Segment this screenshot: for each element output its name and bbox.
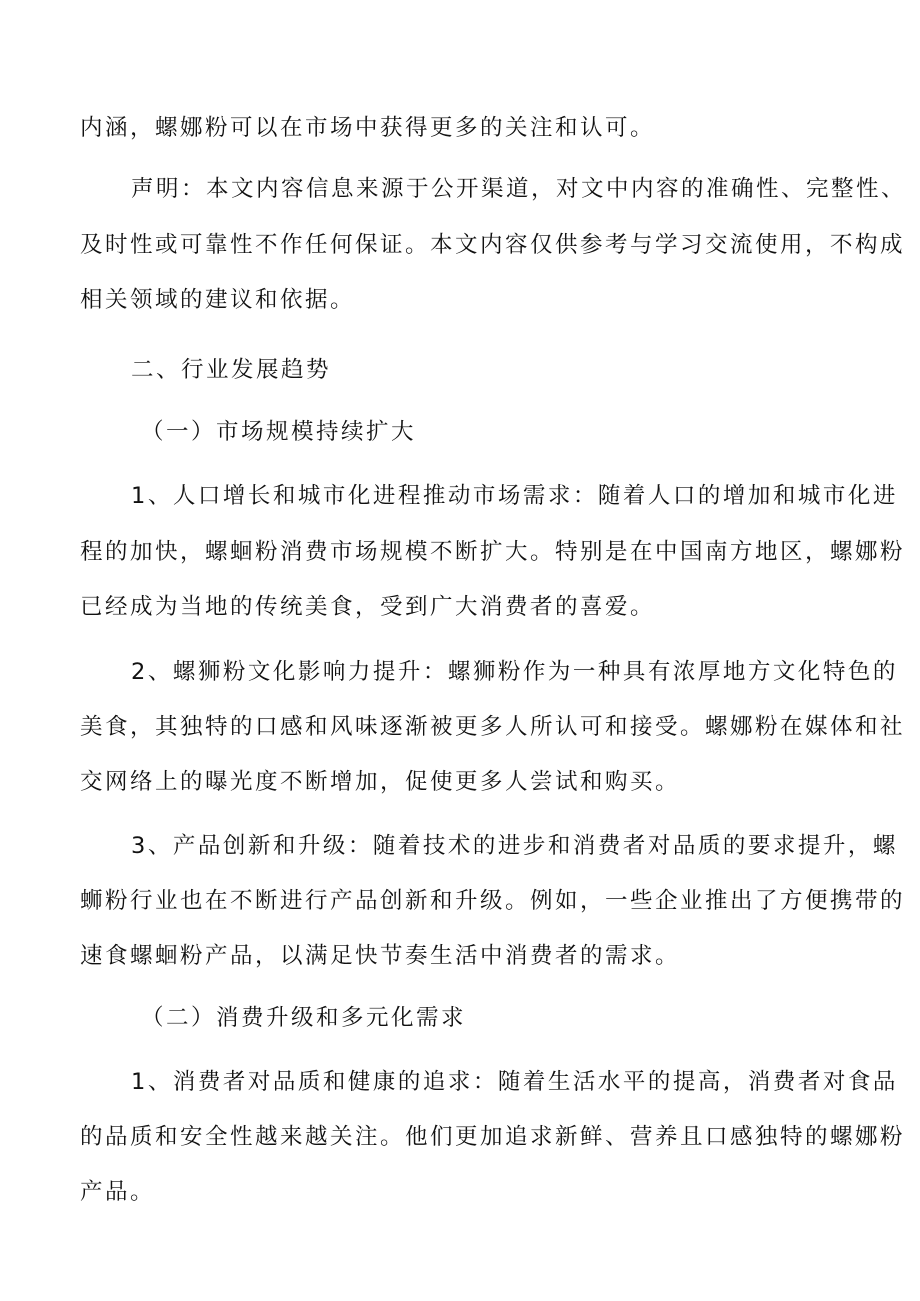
paragraph-line: 内涵，螺娜粉可以在市场中获得更多的关注和认可。 xyxy=(80,115,656,141)
paragraph-line: 产品。 xyxy=(80,1179,156,1205)
paragraph-line: 1、消费者对品质和健康的追求：随着生活水平的提高，消费者对食品 xyxy=(131,1069,898,1095)
paragraph-line: 3、产品创新和升级：随着技术的进步和消费者对品质的要求提升，螺 xyxy=(131,833,898,859)
disclaimer-line: 及时性或可靠性不作任何保证。本文内容仅供参考与学习交流使用，不构成 xyxy=(80,232,906,258)
paragraph-line: 蛳粉行业也在不断进行产品创新和升级。例如，一些企业推出了方便携带的 xyxy=(80,888,906,914)
paragraph-line: 交网络上的曝光度不断增加，促使更多人尝试和购买。 xyxy=(80,769,681,795)
paragraph-line: 程的加快，螺蛔粉消费市场规模不断扩大。特别是在中国南方地区，螺娜粉 xyxy=(80,539,906,565)
paragraph-line: 速食螺蛔粉产品，以满足快节奏生活中消费者的需求。 xyxy=(80,943,681,969)
paragraph-line: 2、螺狮粉文化影响力提升：螺狮粉作为一种具有浓厚地方文化特色的 xyxy=(131,659,898,685)
disclaimer-line: 相关领域的建议和依据。 xyxy=(80,287,356,313)
section-heading: 二、行业发展趋势 xyxy=(131,357,332,383)
disclaimer-line: 声明：本文内容信息来源于公开渠道，对文中内容的准确性、完整性、 xyxy=(131,176,907,202)
subsection-heading: （一）市场规模持续扩大 xyxy=(141,419,417,445)
subsection-heading: （二）消费升级和多元化需求 xyxy=(141,1005,467,1031)
paragraph-line: 已经成为当地的传统美食，受到广大消费者的喜爱。 xyxy=(80,594,656,620)
paragraph-line: 1、人口增长和城市化进程推动市场需求：随着人口的增加和城市化进 xyxy=(131,483,898,509)
paragraph-line: 的品质和安全性越来越关注。他们更加追求新鲜、营养且口感独特的螺娜粉 xyxy=(80,1124,906,1150)
paragraph-line: 美食，其独特的口感和风味逐渐被更多人所认可和接受。螺娜粉在媒体和社 xyxy=(80,714,906,740)
